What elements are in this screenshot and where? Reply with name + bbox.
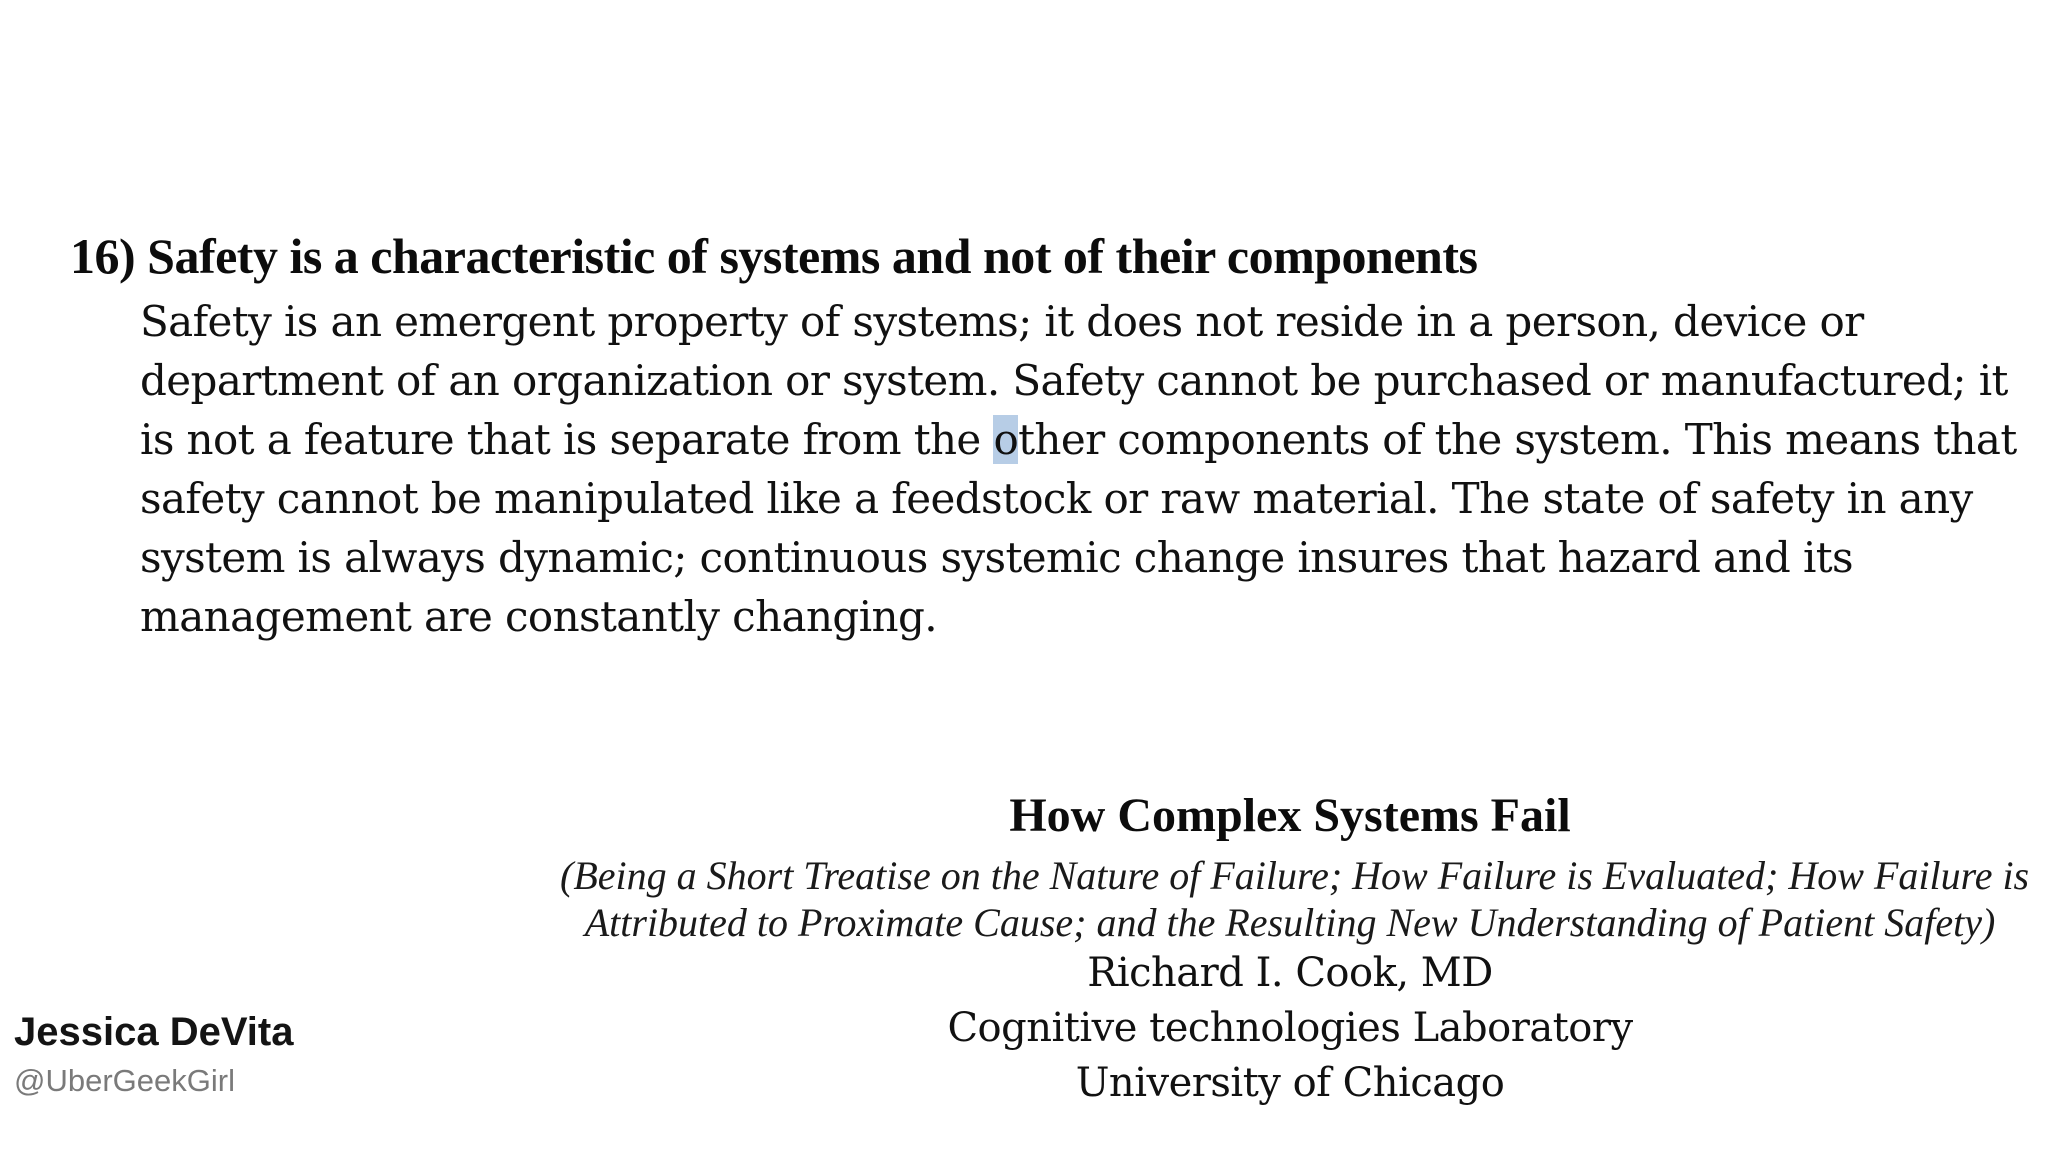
reference-citation xyxy=(560,786,2030,1111)
body-line-segment: ther components of the system. This means that xyxy=(1018,415,2017,464)
section-body xyxy=(140,292,2017,646)
presenter-handle: @UberGeekGirl xyxy=(14,1063,235,1098)
reference-author: Richard I. Cook, MD xyxy=(1087,950,1493,996)
reference-title: How Complex Systems Fail xyxy=(1009,789,1571,842)
reference-university: University of Chicago xyxy=(1075,1060,1505,1106)
reference-lab: Cognitive technologies Laboratory xyxy=(947,1005,1633,1051)
body-line: Safety is an emergent property of systems; it does not reside in a person, device or xyxy=(140,297,1864,346)
body-line: department of an organization or system. Safety cannot be purchased or manufactured; it xyxy=(140,356,2008,405)
reference-subtitle xyxy=(560,852,2030,946)
presenter-name: Jessica DeVita xyxy=(14,1010,294,1054)
body-line: safety cannot be manipulated like a feedstock or raw material. The state of safety in any xyxy=(140,474,1973,523)
reference-subtitle-line: (Being a Short Treatise on the Nature of Failure; How Failure is Evaluated; How Failure is xyxy=(560,853,2030,898)
body-line xyxy=(140,410,2017,469)
body-line: management are constantly changing. xyxy=(140,592,938,641)
body-line-segment: is not a feature that is separate from the xyxy=(140,415,994,464)
text-cursor-highlight: o xyxy=(993,415,1019,464)
body-line: system is always dynamic; continuous systemic change insures that hazard and its xyxy=(140,533,1854,582)
section-heading: 16) Safety is a characteristic of systems and not of their components xyxy=(70,228,1478,284)
reference-subtitle-line: Attributed to Proximate Cause; and the Resulting New Understanding of Patient Safety) xyxy=(584,900,1996,945)
